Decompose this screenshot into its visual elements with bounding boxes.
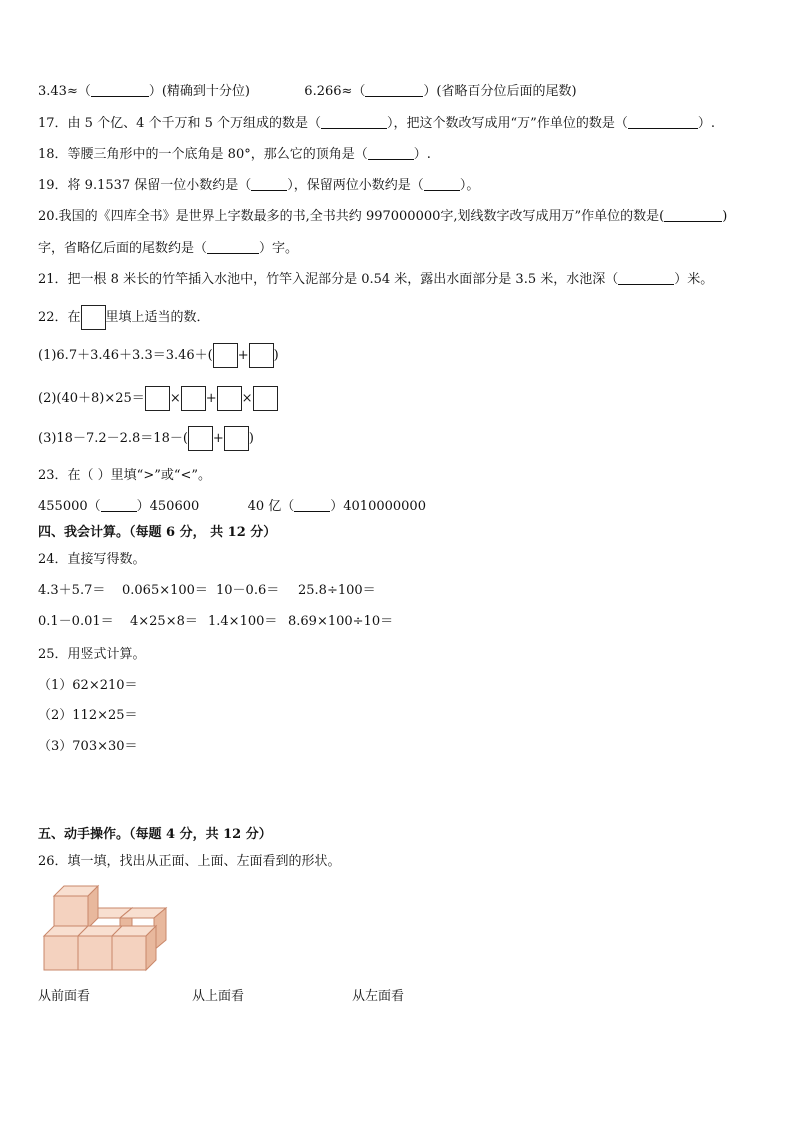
q22-text: 22．在: [38, 310, 81, 325]
q20-text: 20.我国的《四库全书》是世界上字数最多的书,全书共约 997000000字,划线数字改写成用万”作单位的数是(: [38, 209, 665, 224]
q23-a-left: 455000（: [38, 499, 101, 514]
cube-top: [54, 886, 98, 928]
q21-text: ）米。: [674, 272, 714, 287]
calc-item: 4×25×8＝: [130, 614, 198, 629]
calc-item: 25.8÷100＝: [298, 583, 376, 598]
q22-p3-expr: (3)18－7.2－2.8＝18－(: [38, 431, 188, 446]
calc-item: 0.1－0.01＝: [38, 614, 114, 629]
answer-blank[interactable]: [424, 178, 460, 191]
q19-text: ）。: [459, 178, 480, 193]
close-paren: ): [273, 348, 279, 363]
answer-blank[interactable]: [101, 499, 137, 512]
section-5-title: 五、动手操作。（每题 4 分，共 12 分）: [38, 827, 272, 842]
view-label-top: 从上面看: [192, 989, 245, 1004]
calc-item: 4.3＋5.7＝: [38, 583, 106, 598]
view-label-left: 从左面看: [352, 989, 405, 1004]
q20-text: ): [722, 209, 728, 224]
calc-item: 0.065×100＝: [122, 583, 208, 598]
q16-b-close: ）: [423, 84, 437, 99]
q19-text: 19．将 9.1537 保留一位小数约是（: [38, 178, 252, 193]
q25-item: （2）112×25＝: [38, 708, 138, 723]
answer-blank[interactable]: [664, 209, 722, 222]
plus-sign: +: [212, 431, 224, 446]
answer-box[interactable]: [217, 386, 242, 411]
q18-text: 18．等腰三角形中的一个底角是 80°，那么它的顶角是（: [38, 147, 368, 162]
q23-compare: [38, 498, 426, 516]
cube-stack-figure: [42, 878, 172, 973]
q18-text: ）.: [413, 147, 431, 162]
answer-box[interactable]: [81, 305, 106, 330]
q25-text: 25．用竖式计算。: [38, 647, 146, 662]
q23-b-right: ）4010000000: [330, 499, 426, 514]
times-sign: ×: [241, 391, 253, 406]
q23-a-right: ）450600: [136, 499, 200, 514]
q18-line: [38, 146, 431, 164]
q20-text: 字，省略亿后面的尾数约是（: [38, 241, 208, 256]
q17-text: ），把这个数改写成用“万”作单位的数是（: [387, 116, 628, 131]
q20-line1: [38, 208, 727, 226]
answer-box[interactable]: [188, 426, 213, 451]
answer-blank[interactable]: [294, 499, 330, 512]
answer-blank[interactable]: [368, 147, 414, 160]
q25-item: （1）62×210＝: [38, 678, 138, 693]
answer-blank[interactable]: [207, 241, 259, 254]
q16-a-close: ）: [148, 84, 162, 99]
q16-b-note: (省略百分位后面的尾数): [436, 84, 577, 99]
answer-box[interactable]: [253, 386, 278, 411]
answer-box[interactable]: [145, 386, 170, 411]
q16-b-expr: 6.266≈（: [304, 84, 366, 99]
q23-text: 23．在（ ）里填“>”或“<”。: [38, 468, 212, 483]
q21-line: [38, 271, 713, 289]
q22-text: 里填上适当的数．: [105, 310, 210, 325]
q22-part2: [38, 386, 278, 412]
q23-b-left: 40 亿（: [247, 499, 295, 514]
q22-p1-expr: (1)6.7＋3.46＋3.3＝3.46＋(: [38, 348, 213, 363]
plus-sign: +: [237, 348, 249, 363]
calc-item: 8.69×100÷10＝: [288, 614, 394, 629]
view-label-front: 从前面看: [38, 989, 91, 1004]
answer-blank[interactable]: [618, 272, 674, 285]
q21-text: 21．把一根 8 米长的竹竿插入水池中，竹竿入泥部分是 0.54 米，露出水面部分是 3.5 米，水池深（: [38, 272, 619, 287]
calc-item: 1.4×100＝: [208, 614, 278, 629]
q25-item: （3）703×30＝: [38, 739, 138, 754]
answer-box[interactable]: [224, 426, 249, 451]
q20-line2: [38, 240, 298, 258]
cube-front-3: [112, 926, 156, 970]
q22-line: [38, 305, 210, 331]
q20-text: ）字。: [259, 241, 299, 256]
q19-text: ），保留两位小数约是（: [287, 178, 424, 193]
q24-text: 24．直接写得数。: [38, 552, 146, 567]
q22-p2-expr: (2)(40＋8)×25＝: [38, 391, 145, 406]
calc-item: 10－0.6＝: [216, 583, 280, 598]
q17-line: [38, 115, 715, 133]
q16-line: [38, 83, 577, 101]
q17-text: ）.: [697, 116, 715, 131]
answer-blank[interactable]: [91, 84, 149, 97]
times-sign: ×: [169, 391, 181, 406]
answer-box[interactable]: [181, 386, 206, 411]
q22-part3: [38, 426, 254, 452]
q17-text: 17．由 5 个亿、4 个千万和 5 个万组成的数是（: [38, 116, 322, 131]
q26-text: 26．填一填，找出从正面、上面、左面看到的形状。: [38, 854, 341, 869]
answer-blank[interactable]: [365, 84, 423, 97]
q19-line: [38, 177, 479, 195]
plus-sign: +: [205, 391, 217, 406]
q22-part1: [38, 343, 279, 369]
answer-box[interactable]: [213, 343, 238, 368]
answer-box[interactable]: [249, 343, 274, 368]
close-paren: ): [248, 431, 254, 446]
section-4-title: 四、我会计算。（每题 6 分， 共 12 分）: [38, 525, 277, 540]
answer-blank[interactable]: [321, 116, 387, 129]
answer-blank[interactable]: [628, 116, 698, 129]
answer-blank[interactable]: [251, 178, 287, 191]
q16-a-expr: 3.43≈（: [38, 84, 91, 99]
q23-line: [38, 467, 211, 485]
q16-a-note: (精确到十分位): [161, 84, 251, 99]
